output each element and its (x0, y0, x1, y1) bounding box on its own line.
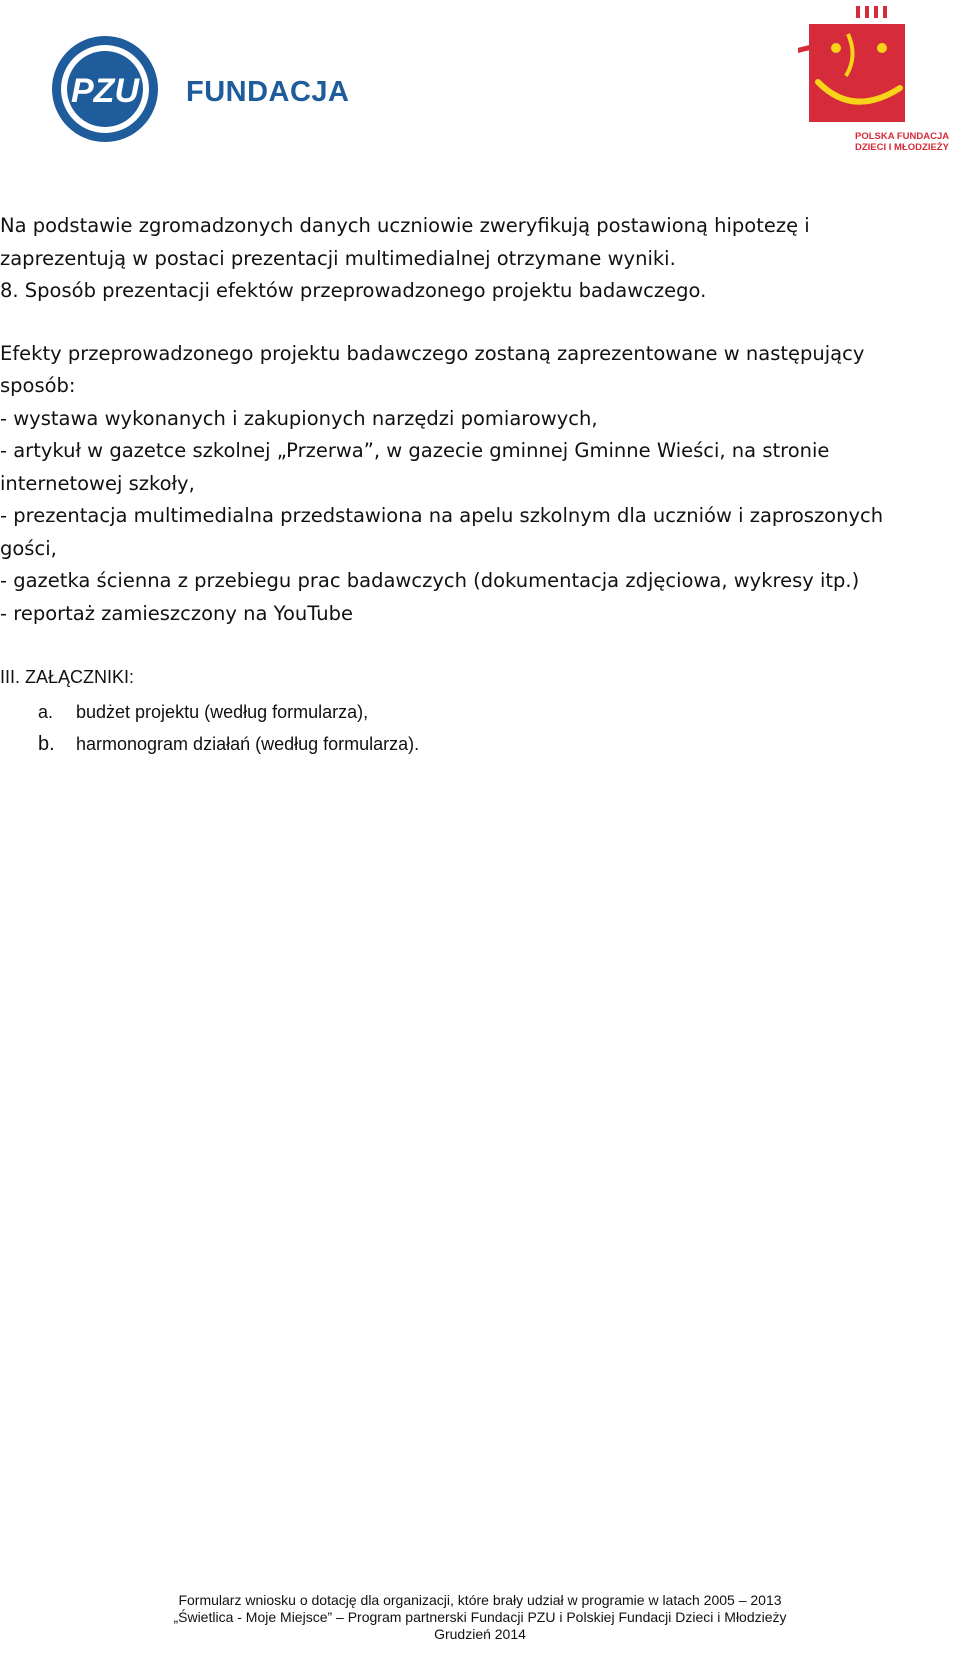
fundacja-wordmark: FUNDACJA (186, 76, 350, 108)
paragraph-line: Na podstawie zgromadzonych danych uczniowie zweryfikują postawioną hipotezę i (0, 214, 810, 237)
bullet-item-continued: internetowej szkoły, (0, 471, 195, 495)
pzu-emblem-text: PZU (71, 72, 139, 110)
page-footer (0, 1592, 960, 1643)
footer-date: Grudzień 2014 (434, 1626, 526, 1642)
bullet-item: - wystawa wykonanych i zakupionych narzędzi pomiarowych, (0, 406, 598, 430)
list-marker: a. (38, 702, 54, 722)
list-marker: b. (38, 733, 55, 755)
attachment-text: budżet projektu (według formularza), (76, 702, 369, 722)
attachment-text: harmonogram działań (według formularza). (76, 734, 420, 754)
bullet-item: - artykuł w gazetce szkolnej „Przerwa”, w gazecie gminnej Gminne Wieści, na stronie (0, 439, 830, 462)
bullet-item-continued: gości, (0, 536, 57, 560)
footer-line: „Świetlica - Moje Miejsce” – Program partnerski Fundacji PZU i Polskiej Fundacji Dzieci i Młodzieży (173, 1609, 787, 1625)
section-item-8: 8. Sposób prezentacji efektów przeprowadzonego projektu badawczego. (0, 279, 707, 302)
paragraph-line: Efekty przeprowadzonego projektu badawczego zostaną zaprezentowane w następujący (0, 341, 865, 365)
paragraph-line: zaprezentują w postaci prezentacji multimedialnej otrzymane wyniki. (0, 246, 676, 270)
page-header (0, 0, 960, 170)
bullet-item: - reportaż zamieszczony na YouTube (0, 601, 353, 625)
attachments-heading: III. ZAŁĄCZNIKI: (0, 667, 135, 687)
spacer (0, 308, 940, 338)
paragraph-line: sposób: (0, 374, 76, 397)
document-body (0, 210, 940, 630)
footer-line: Formularz wniosku o dotację dla organizacji, które brały udział w programie w latach 2005 – 2013 (178, 1592, 782, 1608)
partner-caption (855, 131, 960, 153)
partner-caption-line1: POLSKA FUNDACJA (855, 131, 950, 142)
partner-caption-line2: DZIECI I MŁODZIEŻY (855, 142, 949, 153)
bullet-item: - prezentacja multimedialna przedstawiona na apelu szkolnym dla uczniów i zaproszonych (0, 504, 884, 527)
pzu-fundacja-logo (52, 36, 352, 152)
bullet-item: - gazetka ścienna z przebiegu prac badawczych (dokumentacja zdjęciowa, wykresy itp.) (0, 569, 860, 592)
